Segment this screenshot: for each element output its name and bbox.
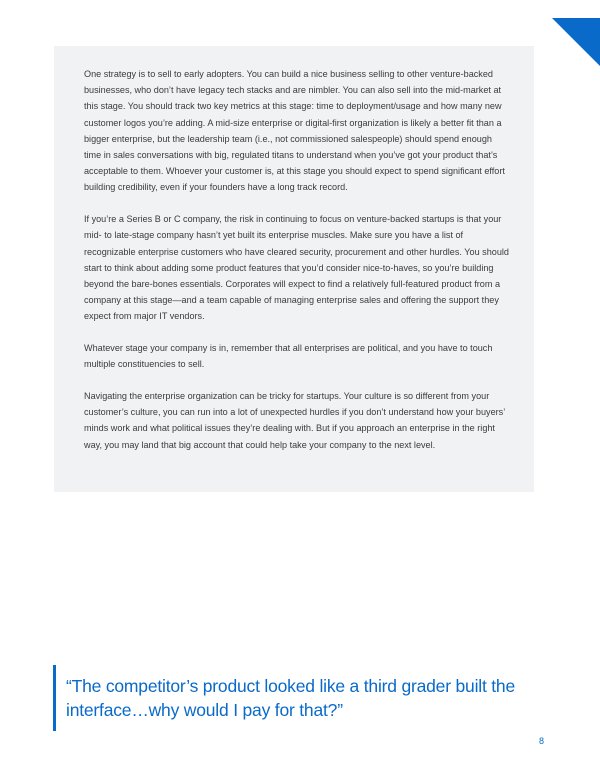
paragraph-navigating: Navigating the enterprise organization can be tricky for startups. Your culture is so different from your customer’s culture, you can run into a lot of unexpected hurdles if you don’t understand how your buyers’ minds work and what political issues they’re dealing with. But if you approach an enterprise in the right way, you may land that big account that could help take your company to the next level. <box>84 390 505 450</box>
pull-quote: “The competitor’s product looked like a third grader built the interface…why would I pay for that?” <box>66 676 516 720</box>
article-body-panel <box>54 46 534 492</box>
paragraph-early-adopters: One strategy is to sell to early adopters. You can build a nice business selling to other venture-backed businesses, who don’t have legacy tech stacks and are nimbler. You can also sell into the mid-market at this stage. You should track two key metrics at this stage: time to deployment/usage and how many new customer logos you’re adding. A mid-size enterprise or digital-first organization is likely a better fit than a bigger enterprise, but the leadership team (i.e., not commissioned salespeople) should spend enough time in sales conversations with big, regulated titans to understand when you’ve got your product that’s acceptable to them. Whoever your customer is, at this stage you should expect to spend significant effort building credibility, even if your founders have a long track record. <box>84 69 505 193</box>
page-number: 8 <box>538 736 544 746</box>
corner-accent-triangle <box>552 18 600 66</box>
pull-quote-bar <box>53 665 56 731</box>
paragraph-political: Whatever stage your company is in, remember that all enterprises are political, and you have to touch multiple constituencies to sell. <box>84 343 493 370</box>
paragraph-series-b-c: If you’re a Series B or C company, the risk in continuing to focus on venture-backed startups is that your mid- to late-stage company hasn’t yet built its enterprise muscles. Make sure you have a list of recognizable enterprise customers who have cleared security, procurement and other hurdles. You should start to think about adding some product features that you’d consider nice-to-haves, so you’re building beyond the bare-bones essentials. Corporates will expect to find a relatively full-featured product from a company at this stage—and a team capable of managing enterprise sales and offering the support they expect from major IT vendors. <box>84 214 509 322</box>
